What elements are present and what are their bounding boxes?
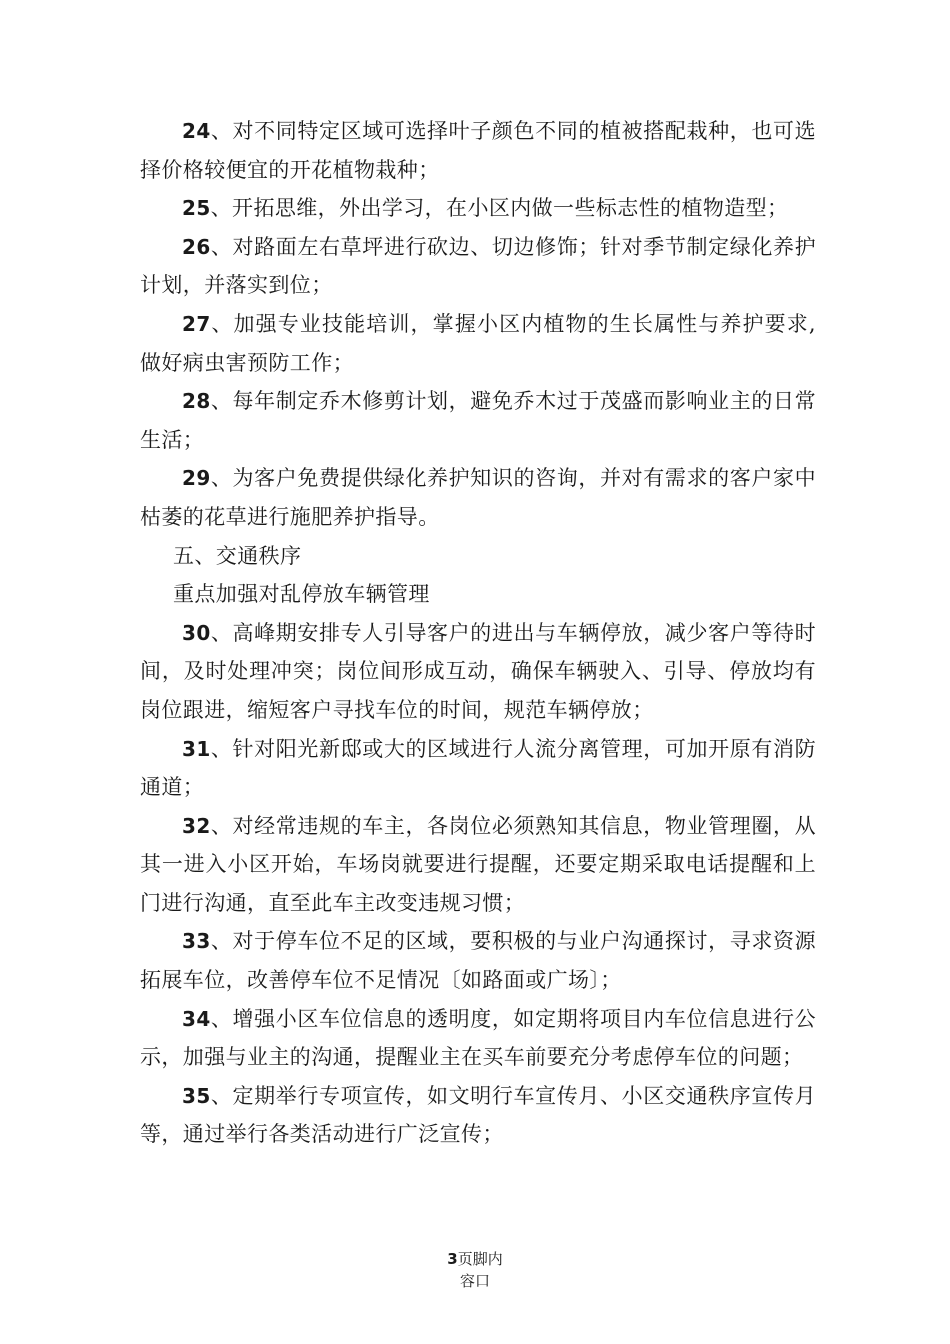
- item-number: 24: [182, 119, 211, 143]
- list-item-29: [140, 459, 816, 536]
- list-item-25: [140, 189, 816, 228]
- item-text: 、高峰期安排专人引导客户的进出与车辆停放，减少客户等待时间，及时处理冲突；岗位间形成互动，确保车辆驶入、引导、停放均有岗位跟进，缩短客户寻找车位的时间，规范车辆停放；: [140, 620, 816, 722]
- section-title: 五、交通秩序: [173, 543, 302, 568]
- item-number: 33: [182, 929, 211, 954]
- item-number: 28: [182, 389, 211, 414]
- item-number: 29: [182, 466, 211, 491]
- item-text: 、针对阳光新邸或大的区域进行人流分离管理，可加开原有消防通道；: [140, 736, 816, 800]
- list-item-27: [140, 305, 816, 382]
- item-number: 32: [182, 813, 211, 838]
- list-item-31: [140, 730, 816, 807]
- document-body: [140, 112, 816, 1154]
- list-item-34: [140, 1000, 816, 1077]
- item-number: 34: [182, 1006, 211, 1031]
- item-number: 26: [182, 234, 211, 259]
- item-text: 、对经常违规的车主，各岗位必须熟知其信息，物业管理圈，从其一进入小区开始，车场岗就要进行提醒，还要定期采取电话提醒和上门进行沟通，直至此车主改变违规习惯；: [140, 813, 816, 915]
- list-item-28: [140, 382, 816, 459]
- list-item-33: [140, 922, 816, 999]
- item-number: 35: [182, 1083, 211, 1108]
- item-text: 、每年制定乔木修剪计划，避免乔木过于茂盛而影响业主的日常生活；: [140, 389, 816, 452]
- footer-line-1: [0, 1248, 950, 1270]
- item-text: 、对路面左右草坪进行砍边、切边修饰；针对季节制定绿化养护计划，并落实到位；: [140, 234, 816, 298]
- item-text: 、开拓思维，外出学习，在小区内做一些标志性的植物造型；: [210, 196, 789, 221]
- footer-text: 页脚内: [457, 1250, 503, 1268]
- footer-line-2: 容口: [459, 1272, 490, 1290]
- item-number: 31: [182, 736, 211, 761]
- list-item-24: [140, 112, 816, 189]
- section-subtitle: 重点加强对乱停放车辆管理: [173, 582, 430, 607]
- item-text: 、定期举行专项宣传，如文明行车宣传月、小区交通秩序宣传月等，通过举行各类活动进行广泛宣传；: [140, 1083, 816, 1147]
- list-item-32: [140, 807, 816, 923]
- item-number: 27: [182, 311, 211, 336]
- item-text: 、对于停车位不足的区域，要积极的与业户沟通探讨，寻求资源拓展车位，改善停车位不足情况〔如路面或广场〕；: [140, 929, 816, 993]
- item-text: 、加强专业技能培训，掌握小区内植物的生长属性与养护要求,做好病虫害预防工作；: [140, 311, 816, 375]
- item-number: 30: [182, 620, 211, 645]
- item-text: 、为客户免费提供绿化养护知识的咨询，并对有需求的客户家中枯萎的花草进行施肥养护指导。: [140, 466, 816, 529]
- list-item-30: [140, 614, 816, 730]
- item-text: 、对不同特定区域可选择叶子颜色不同的植被搭配栽种，也可选择价格较便宜的开花植物栽种；: [140, 119, 816, 182]
- list-item-35: [140, 1077, 816, 1154]
- item-number: 25: [182, 196, 211, 221]
- item-text: 、增强小区车位信息的透明度，如定期将项目内车位信息进行公示，加强与业主的沟通，提醒业主在买车前要充分考虑停车位的问题；: [140, 1006, 816, 1070]
- page-number: 3: [447, 1250, 458, 1268]
- list-item-26: [140, 228, 816, 305]
- page-footer: [0, 1248, 950, 1292]
